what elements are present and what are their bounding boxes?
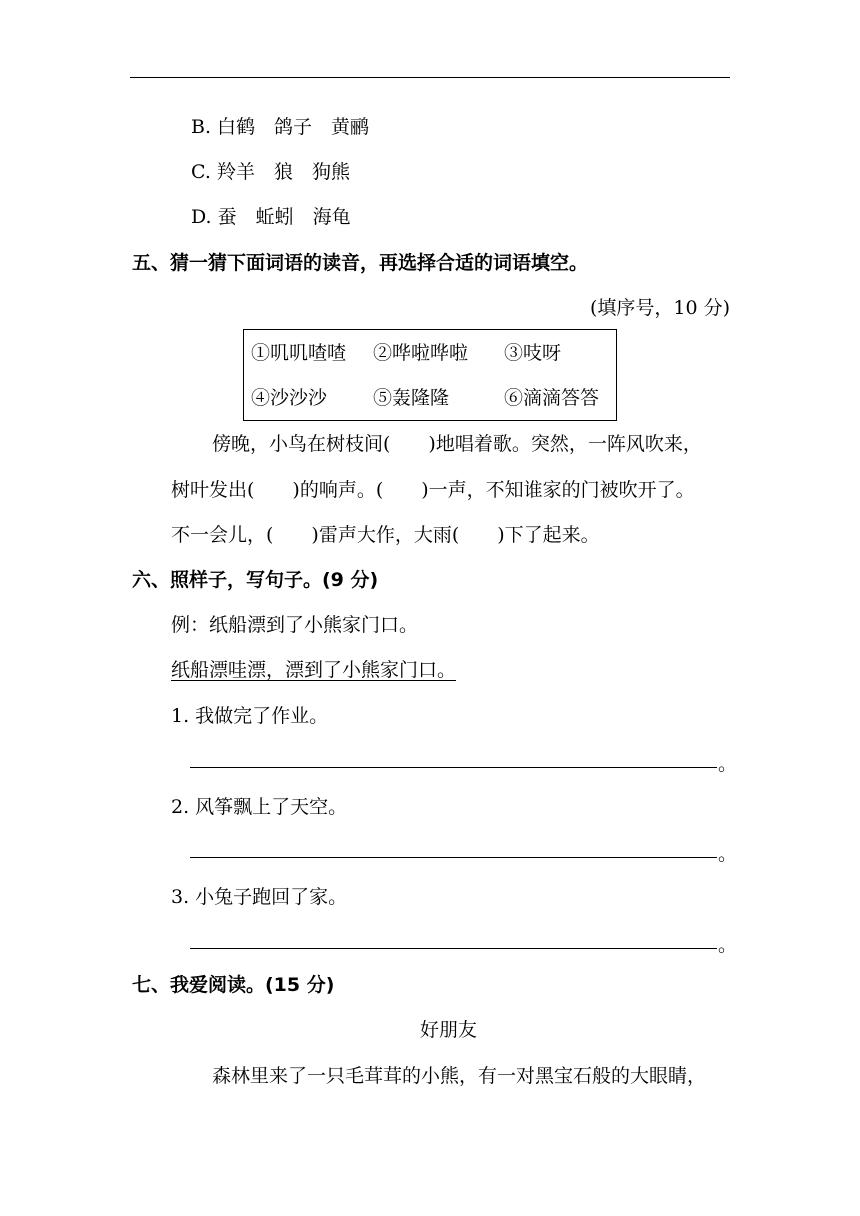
item-3: 3. 小兔子跑回了家。 [171, 886, 348, 908]
word-2: ②哗啦哗啦 [373, 342, 469, 364]
item-2: 2. 风筝飘上了天空。 [171, 796, 348, 818]
section-5-title: 五、猜一猜下面词语的读音，再选择合适的词语填空。 [132, 252, 589, 274]
option-c: C. 羚羊 狼 狗熊 [191, 161, 350, 183]
section-7-title: 七、我爱阅读。(15 分) [132, 974, 335, 996]
word-1: ①叽叽喳喳 [251, 342, 347, 364]
item-1: 1. 我做完了作业。 [171, 705, 329, 727]
word-5: ⑤轰隆隆 [373, 387, 450, 409]
answer-line-1[interactable] [190, 767, 717, 768]
answer-line-2[interactable] [190, 857, 717, 858]
example-sentence: 例：纸船漂到了小熊家门口。 [171, 614, 419, 636]
answer-2-period: 。 [718, 843, 738, 865]
story-first-line: 森林里来了一只毛茸茸的小熊，有一对黑宝石般的大眼睛， [212, 1065, 707, 1087]
answer-3-period: 。 [718, 934, 738, 956]
word-3: ③吱呀 [504, 342, 562, 364]
header-rule [130, 77, 730, 78]
word-6: ⑥滴滴答答 [504, 387, 600, 409]
answer-1-period: 。 [718, 753, 738, 775]
passage-line-1: 傍晚，小鸟在树枝间( )地唱着歌。突然，一阵风吹来， [212, 433, 702, 455]
section-6-title: 六、照样子，写句子。(9 分) [132, 569, 379, 591]
passage-line-3: 不一会儿，( )雷声大作，大雨( )下了起来。 [171, 524, 600, 546]
section-5-score: (填序号，10 分) [589, 297, 730, 319]
answer-line-3[interactable] [190, 948, 717, 949]
model-answer: 纸船漂哇漂，漂到了小熊家门口。 [171, 659, 457, 681]
story-title: 好朋友 [420, 1019, 478, 1041]
word-4: ④沙沙沙 [251, 387, 328, 409]
passage-line-2: 树叶发出( )的响声。( )一声，不知谁家的门被吹开了。 [171, 479, 695, 501]
option-d: D. 蚕 蚯蚓 海龟 [191, 206, 351, 228]
option-b: B. 白鹤 鸽子 黄鹂 [191, 116, 370, 138]
